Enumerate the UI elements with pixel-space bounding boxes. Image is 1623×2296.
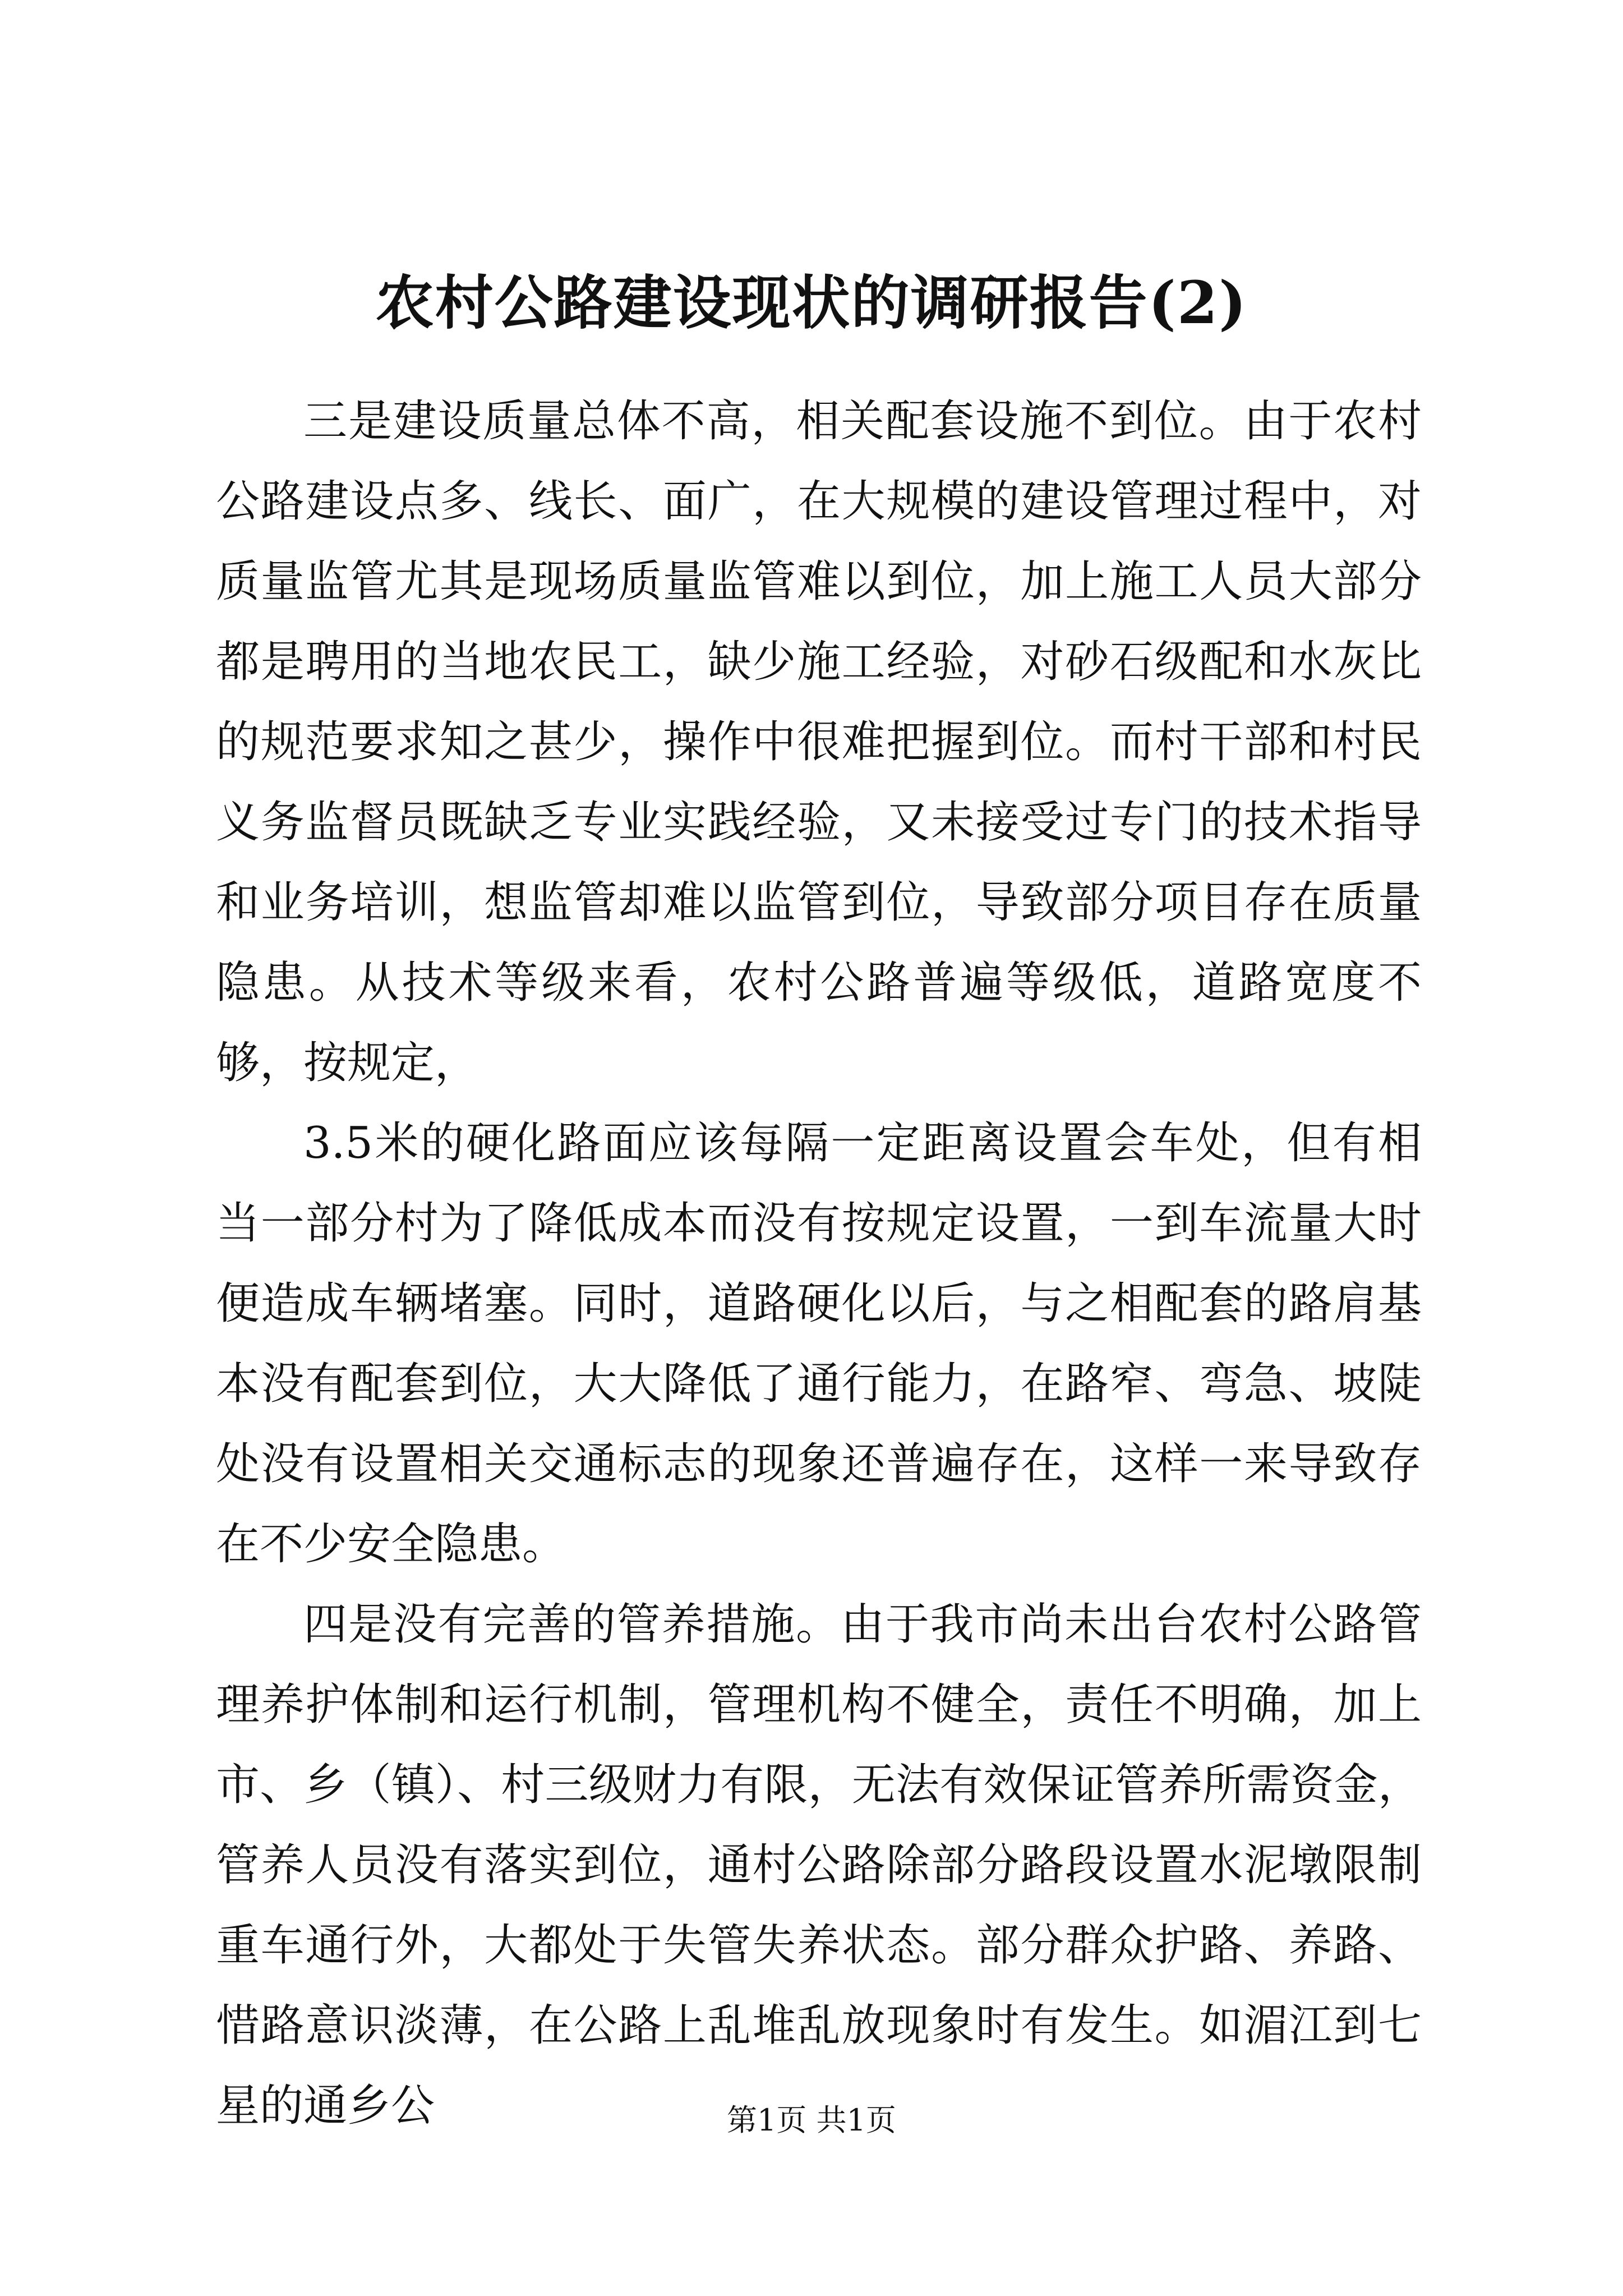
paragraph-maintenance: 四是没有完善的管养措施。由于我市尚未出台农村公路管理养护体制和运行机制，管理机构不健全，责任不明确，加上市、乡（镇）、村三级财力有限，无法有效保证管养所需资金，管养人员没有落实到位，通村公路除部分路段设置水泥墩限制重车通行外，大都处于失管失养状态。部分群众护路、养路、惜路意识淡薄，在公路上乱堆乱放现象时有发生。如湄江到七星的通乡公 — [216, 1599, 1422, 2131]
paragraph-quality: 三是建设质量总体不高，相关配套设施不到位。由于农村公路建设点多、线长、面广，在大规模的建设管理过程中，对质量监管尤其是现场质量监管难以到位，加上施工人员大部分都是聘用的当地农民工，缺少施工经验，对砂石级配和水灰比的规范要求知之甚少，操作中很难把握到位。而村干部和村民义务监督员既缺乏专业实践经验，又未接受过专门的技术指导和业务培训，想监管却难以监管到位，导致部分项目存在质量隐患。从技术等级来看，农村公路普遍等级低，道路宽度不够，按规定， — [216, 396, 1422, 1088]
paragraph-road-width: 3.5米的硬化路面应该每隔一定距离设置会车处，但有相当一部分村为了降低成本而没有按规定设置，一到车流量大时便造成车辆堵塞。同时，道路硬化以后，与之相配套的路肩基本没有配套到位，大大降低了通行能力，在路窄、弯急、坡陡处没有设置相关交通标志的现象还普遍存在，这样一来导致存在不少安全隐患。 — [216, 1118, 1422, 1570]
document-body — [216, 381, 1422, 2146]
document-title: 农村公路建设现状的调研报告(2) — [375, 268, 1248, 337]
page-footer: 第1页 共1页 — [727, 2102, 896, 2138]
